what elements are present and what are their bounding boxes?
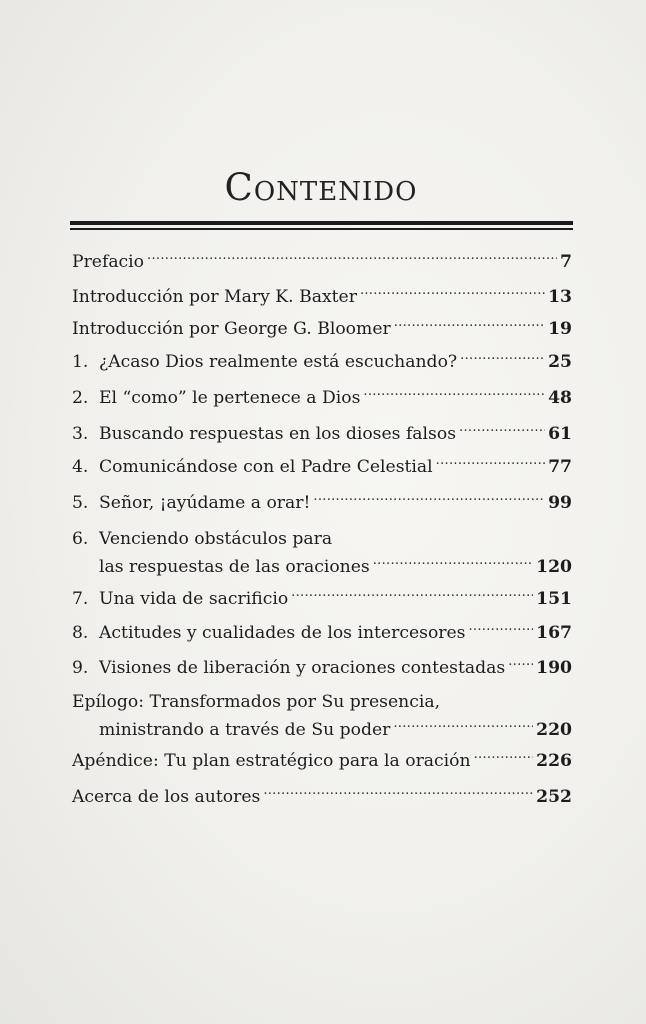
page-number: 252 [536, 787, 572, 807]
toc-entry-title: Acerca de los autores [72, 787, 261, 807]
dot-leader [508, 656, 533, 673]
dot-leader [469, 621, 534, 638]
toc-entry-line [72, 420, 572, 448]
toc-entry-line [72, 783, 572, 811]
page-number: 220 [536, 720, 572, 740]
page-number: 7 [560, 252, 572, 272]
toc-entry-title: Venciendo obstáculos para [99, 529, 333, 549]
dot-leader [147, 250, 557, 267]
title-rule-thin [70, 228, 573, 230]
chapter-number: 7. [72, 589, 89, 609]
toc-entry-line [72, 553, 572, 581]
toc-entry-line [72, 283, 572, 311]
page-number: 167 [536, 623, 572, 643]
toc-entry-title: Introducción por Mary K. Baxter [72, 287, 357, 307]
toc-entry-title: ministrando a través de Su poder [99, 720, 391, 740]
page-number: 19 [548, 319, 572, 339]
toc-entry-title: Comunicándose con el Padre Celestial [99, 457, 433, 477]
toc-entry [72, 348, 572, 376]
chapter-number: 9. [72, 658, 89, 678]
dot-leader [291, 587, 533, 604]
toc-entry [72, 619, 572, 647]
toc-entry-line [72, 453, 572, 481]
chapter-number: 1. [72, 352, 89, 372]
toc-entry [72, 688, 572, 744]
page-number: 61 [548, 424, 572, 444]
toc-entry [72, 585, 572, 613]
chapter-number: 8. [72, 623, 89, 643]
toc-entry-line [72, 348, 572, 376]
toc-entry-title: El “como” le pertenece a Dios [99, 388, 361, 408]
toc-entry [72, 747, 572, 775]
toc-entry [72, 489, 572, 517]
toc-entry-line [72, 654, 572, 682]
toc-entry [72, 525, 572, 581]
toc-entry-line [72, 525, 572, 553]
dot-leader [373, 555, 533, 572]
dot-leader [393, 718, 533, 735]
toc-entry [72, 453, 572, 481]
page-title: Contenido [224, 166, 418, 209]
toc-entry-title: Actitudes y cualidades de los intercesores [99, 623, 466, 643]
toc-entry-line [72, 688, 572, 716]
chapter-number: 6. [72, 529, 89, 549]
toc-entry [72, 420, 572, 448]
dot-leader [313, 491, 545, 508]
toc-entry-line [72, 585, 572, 613]
page-number: 190 [536, 658, 572, 678]
toc-entry [72, 384, 572, 412]
toc-entry-line [72, 248, 572, 276]
toc-entry-title: Prefacio [72, 252, 145, 272]
dot-leader [460, 350, 545, 367]
toc-entry-title: Buscando respuestas en los dioses falsos [99, 424, 457, 444]
toc-entry-title: Una vida de sacrificio [99, 589, 289, 609]
toc-entry-title: Visiones de liberación y oraciones contestadas [99, 658, 506, 678]
toc-entry [72, 248, 572, 276]
chapter-number: 3. [72, 424, 89, 444]
chapter-number: 5. [72, 493, 89, 513]
toc-entry [72, 283, 572, 311]
page-number: 120 [536, 557, 572, 577]
dot-leader [263, 785, 533, 802]
dot-leader [459, 422, 545, 439]
toc-entry-line [72, 747, 572, 775]
toc-entry-title: Introducción por George G. Bloomer [72, 319, 391, 339]
toc-entry [72, 654, 572, 682]
page-number: 48 [548, 388, 572, 408]
toc-entry-title: las respuestas de las oraciones [99, 557, 370, 577]
toc-entry-line [72, 619, 572, 647]
page-number: 99 [548, 493, 572, 513]
toc-entry-line [72, 489, 572, 517]
toc-entry-title: ¿Acaso Dios realmente está escuchando? [99, 352, 458, 372]
toc-entry-line [72, 384, 572, 412]
chapter-number: 4. [72, 457, 89, 477]
dot-leader [394, 317, 545, 334]
toc-entry-title: Apéndice: Tu plan estratégico para la oración [72, 751, 471, 771]
toc-entry [72, 315, 572, 343]
toc-entry [72, 783, 572, 811]
dot-leader [363, 386, 545, 403]
toc-entry-line [72, 315, 572, 343]
chapter-number: 2. [72, 388, 89, 408]
toc-entry-title: Señor, ¡ayúdame a orar! [99, 493, 311, 513]
page-number: 77 [548, 457, 572, 477]
dot-leader [360, 285, 545, 302]
toc-entry-line [72, 716, 572, 744]
toc-entry-title: Epílogo: Transformados por Su presencia, [72, 692, 441, 712]
page-number: 13 [548, 287, 572, 307]
dot-leader [436, 455, 545, 472]
page-number: 151 [536, 589, 572, 609]
dot-leader [474, 749, 534, 766]
title-rule-thick [70, 221, 573, 225]
page-number: 25 [548, 352, 572, 372]
page-number: 226 [536, 751, 572, 771]
